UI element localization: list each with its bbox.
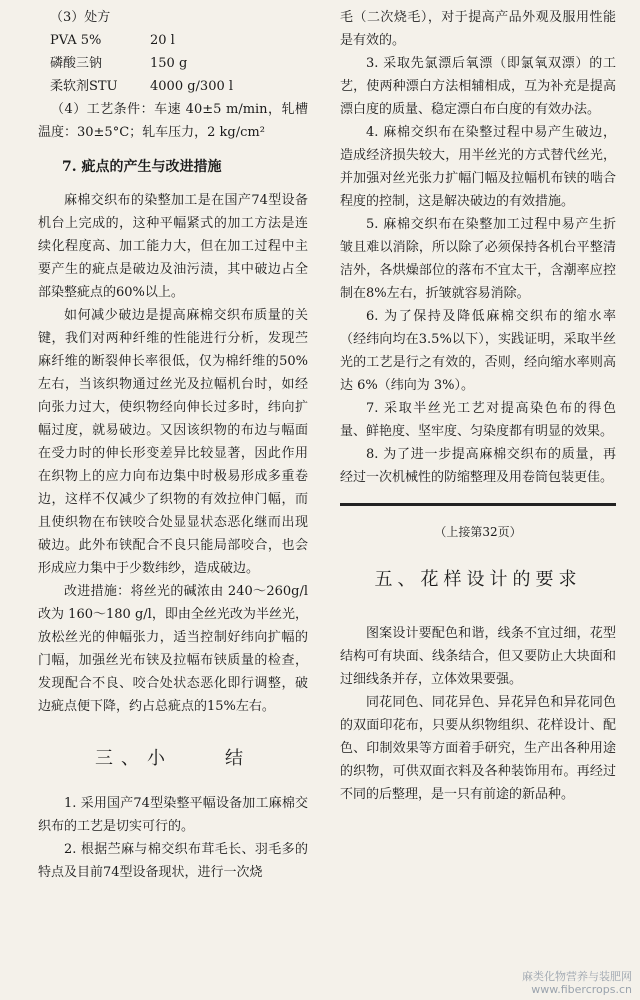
formula-row	[38, 29, 308, 52]
section-heading-defects: 7. 疵点的产生与改进措施	[62, 159, 222, 175]
summary-item-2-continued: 毛（二次烧毛），对于提高产品外观及服用性能是有效的。	[340, 10, 616, 48]
right-column	[340, 0, 616, 806]
summary-item-5: 5. 麻棉交织布在染整加工过程中易产生折皱且难以消除，所以除了必须保持各机台平整清洁外，各烘燥部位的落布不宜太干，含潮率应控制在8%左右，折皱就容易消除。	[340, 217, 616, 301]
paragraph-improvements: 改进措施：将丝光的碱浓由 240～260g/l 改为 160～180 g/l，即由全丝光改为半丝光，放松丝光的伸幅张力，适当控制好纬向扩幅的门幅，加强丝光布铗及拉幅布铗质量的检查，发现配合不良、咬合处状态恶化即行调整，破边疵点便下降，约占总疵点的15%左右。	[38, 584, 308, 714]
formula-key: PVA 5%	[50, 33, 102, 48]
formula-value: 4000 g/300 l	[150, 79, 234, 94]
paragraph-defects-analysis: 如何减少破边是提高麻棉交织布质量的关键，我们对两种纤维的性能进行分析，发现苎麻纤维的断裂伸长率很低，仅为棉纤维的50%左右，当该织物通过丝光及拉幅机台时，如经向张力过大，使织物经向伸长过多时，纬向扩幅过度，就易破边。又因该织物的布边与幅面在受力时的伸长形变差异比较显著，因此作用在织物上的应力向布边集中时极易形成多重卷边，这样不仅减少了织物的有效拉伸门幅，而且使织物在布铗咬合处显显状态恶化继而出现破边。此外布铗配合不良只能局部咬合，也会形成应力集中于少数纬纱，造成破边。	[38, 308, 308, 576]
formula-row	[38, 52, 308, 75]
watermark-line-1: 麻类化物营养与装肥网	[522, 970, 632, 983]
summary-item-8: 8. 为了进一步提高麻棉交织布的质量，再经过一次机械性的防缩整理及用卷筒包装更佳。	[340, 447, 616, 485]
watermark	[522, 970, 632, 996]
formula-title: （3）处方	[50, 10, 111, 25]
watermark-line-2: www.fibercrops.cn	[531, 983, 632, 996]
summary-item-6: 6. 为了保持及降低麻棉交织布的缩水率（经纬向均在3.5%以下），实践证明，采取半丝光的工艺是行之有效的，否则，经向缩水率则高达 6%（纬向为 3%）。	[340, 309, 616, 393]
section-heading-summary: 三、小 结	[95, 748, 251, 769]
formula-key: 柔软剂STU	[50, 79, 118, 94]
summary-item-4: 4. 麻棉交织布在染整过程中易产生破边，造成经济损失较大，用半丝光的方式替代丝光，并加强对丝光张力扩幅门幅及拉幅机布铗的啮合程度的控制，这是解决破边的有效措施。	[340, 125, 616, 209]
formula-key: 磷酸三钠	[50, 56, 103, 71]
summary-item-2: 2. 根据苎麻与棉交织布茸毛长、羽毛多的特点及目前74型设备现状，进行一次烧	[38, 842, 308, 880]
paragraph-design-1: 图案设计要配色和谐，线条不宜过细，花型结构可有块面、线条结合，但又要防止大块面和过细线条并存，立体效果要强。	[340, 626, 616, 687]
formula-value: 150 g	[150, 56, 188, 71]
formula-value: 20 l	[150, 33, 175, 48]
summary-item-1: 1. 采用国产74型染整平幅设备加工麻棉交织布的工艺是切实可行的。	[38, 796, 308, 834]
summary-item-7: 7. 采取半丝光工艺对提高染色布的得色量、鲜艳度、坚牢度、匀染度都有明显的效果。	[340, 401, 616, 439]
paragraph-defects-intro: 麻棉交织布的染整加工是在国产74型设备机台上完成的，这种平幅紧式的加工方法是连续化程度高、加工能力大，但在加工过程中主要产生的疵点是破边及油污渍，其中破边占全部染整疵点的60%以上。	[38, 193, 308, 300]
section-heading-pattern-design: 五、花样设计的要求	[374, 569, 582, 590]
left-column	[38, 0, 308, 884]
formula-row	[38, 75, 308, 98]
summary-item-3: 3. 采取先氯漂后氧漂（即氯氧双漂）的工艺，使两种漂白方法相辅相成，互为补充是提高漂白度的质量、稳定漂白布白度的有效办法。	[340, 56, 616, 117]
section-divider	[340, 503, 616, 506]
paragraph-design-2: 同花同色、同花异色、异花异色和异花同色的双面印花布，只要从织物组织、花样设计、配色、印制效果等方面着手研究，生产出各种用途的织物，可供双面衣料及各种装饰用布。再经过不同的后整理，是一只有前途的新品种。	[340, 695, 616, 802]
process-conditions: （4）工艺条件：车速 40±5 m/min，轧槽温度：30±5°C；轧车压力，2 kg/cm²	[38, 102, 308, 140]
continuation-note: （上接第32页）	[434, 525, 522, 539]
